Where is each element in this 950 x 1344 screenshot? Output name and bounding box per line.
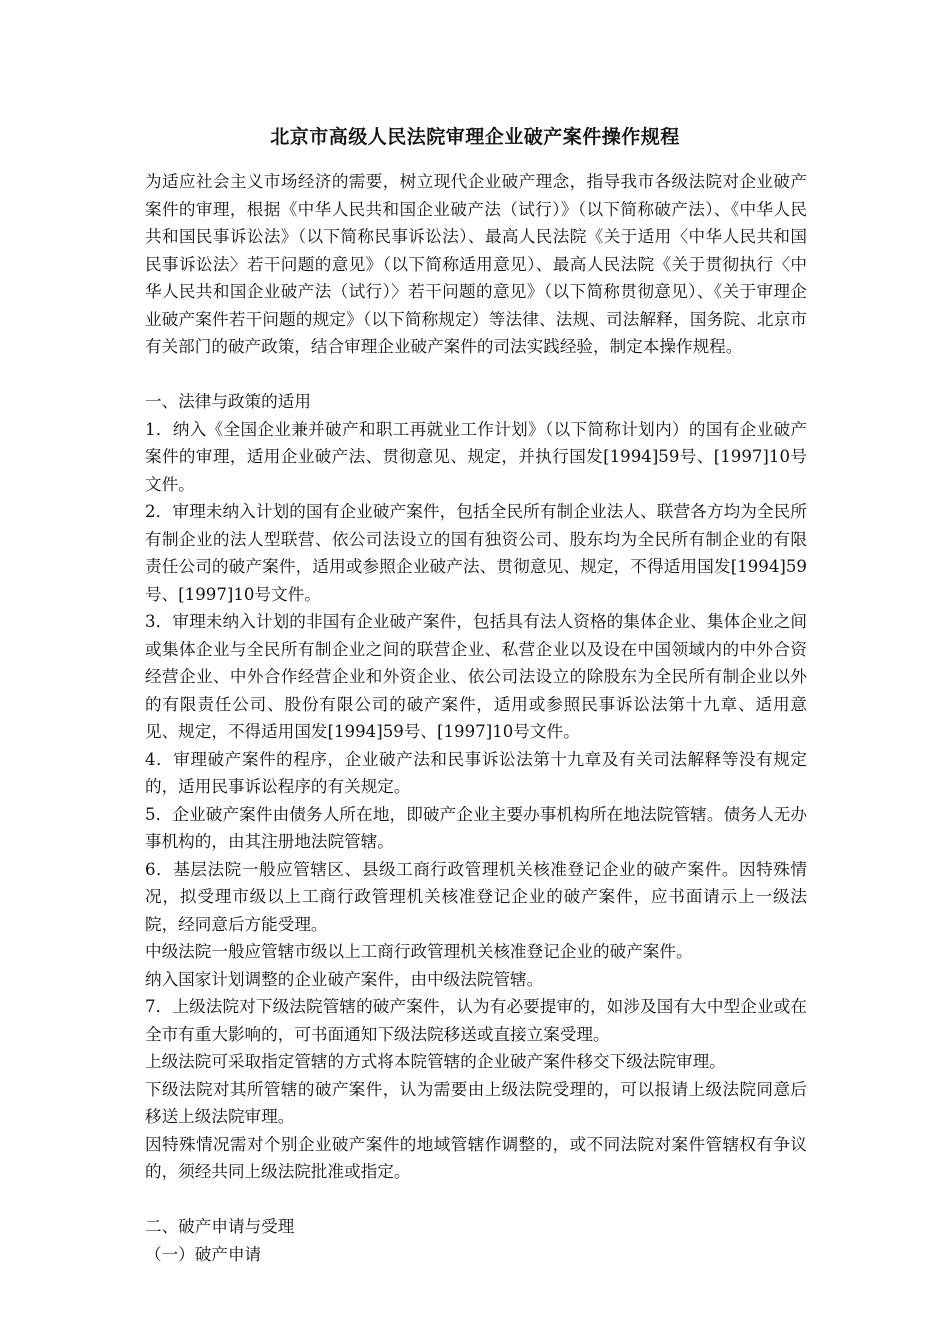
section-heading-2: 二、破产申请与受理 xyxy=(145,1217,295,1236)
paragraph-spacer xyxy=(145,1186,807,1214)
section-heading-1: 一、法律与政策的适用 xyxy=(145,392,311,411)
clause-7-paragraph-4: 因特殊情况需对个别企业破产案件的地域管辖作调整的，或不同法院对案件管辖权有争议的，须经共同上级法院批准或指定。 xyxy=(145,1134,807,1181)
paragraph-spacer xyxy=(145,361,807,389)
clause-3: 3．审理未纳入计划的非国有企业破产案件，包括具有法人资格的集体企业、集体企业之间或集体企业与全民所有制企业之间的联营企业、私营企业以及设在中国领域内的中外合资经营企业、中外合作经营企业和外资企业、依公司法设立的除股东为全民所有制企业以外的有限责任公司、股份有限公司的破产案件，适用或参照民事诉讼法第十九章、适用意见、规定，不得适用国发[1994]59号、[1997]10号文件。 xyxy=(145,612,807,741)
clause-6-paragraph-2: 中级法院一般应管辖市级以上工商行政管理机关核准登记企业的破产案件。 xyxy=(145,942,693,961)
clause-7-paragraph-3: 下级法院对其所管辖的破产案件，认为需要由上级法院受理的，可以报请上级法院同意后移送上级法院审理。 xyxy=(145,1079,807,1126)
clause-5: 5．企业破产案件由债务人所在地，即破产企业主要办事机构所在地法院管辖。债务人无办事机构的，由其注册地法院管辖。 xyxy=(145,804,807,851)
clause-7: 7．上级法院对下级法院管辖的破产案件，认为有必要提审的，如涉及国有大中型企业或在全市有重大影响的，可书面通知下级法院移送或直接立案受理。 xyxy=(145,997,807,1044)
clause-2: 2．审理未纳入计划的国有企业破产案件，包括全民所有制企业法人、联营各方均为全民所有制企业的法人型联营、依公司法设立的国有独资公司、股东均为全民所有制企业的有限责任公司的破产案件，适用或参照企业破产法、贯彻意见、规定，不得适用国发[1994]59号、[1997]10号文件。 xyxy=(145,502,807,604)
subsection-heading-1: （一）破产申请 xyxy=(145,1244,262,1264)
intro-paragraph: 为适应社会主义市场经济的需要，树立现代企业破产理念，指导我市各级法院对企业破产案件的审理，根据《中华人民共和国企业破产法（试行）》（以下简称破产法）、《中华人民共和国民事诉讼法》（以下简称民事诉讼法）、最高人民法院《关于适用〈中华人民共和国民事诉讼法〉若干问题的意见》（以下简称适用意见）、最高人民法院《关于贯彻执行〈中华人民共和国企业破产法（试行）〉若干问题的意见》（以下简称贯彻意见）、《关于审理企业破产案件若干问题的规定》（以下简称规定）等法律、法规、司法解释，国务院、北京市有关部门的破产政策，结合审理企业破产案件的司法实践经验，制定本操作规程。 xyxy=(145,172,807,356)
document-body xyxy=(145,168,807,1268)
clause-7-paragraph-2: 上级法院可采取指定管辖的方式将本院管辖的企业破产案件移交下级法院审理。 xyxy=(145,1052,726,1071)
clause-4: 4．审理破产案件的程序，企业破产法和民事诉讼法第十九章及有关司法解释等没有规定的，适用民事诉讼程序的有关规定。 xyxy=(145,749,807,796)
clause-6: 6．基层法院一般应管辖区、县级工商行政管理机关核准登记企业的破产案件。因特殊情况，拟受理市级以上工商行政管理机关核准登记企业的破产案件，应书面请示上一级法院，经同意后方能受理。 xyxy=(145,859,807,934)
clause-6-paragraph-3: 纳入国家计划调整的企业破产案件，由中级法院管辖。 xyxy=(145,969,544,989)
clause-1: 1．纳入《全国企业兼并破产和职工再就业工作计划》（以下简称计划内）的国有企业破产案件的审理，适用企业破产法、贯彻意见、规定，并执行国发[1994]59号、[1997]10号文件。 xyxy=(145,419,807,494)
document-title: 北京市高级人民法院审理企业破产案件操作规程 xyxy=(270,126,680,148)
